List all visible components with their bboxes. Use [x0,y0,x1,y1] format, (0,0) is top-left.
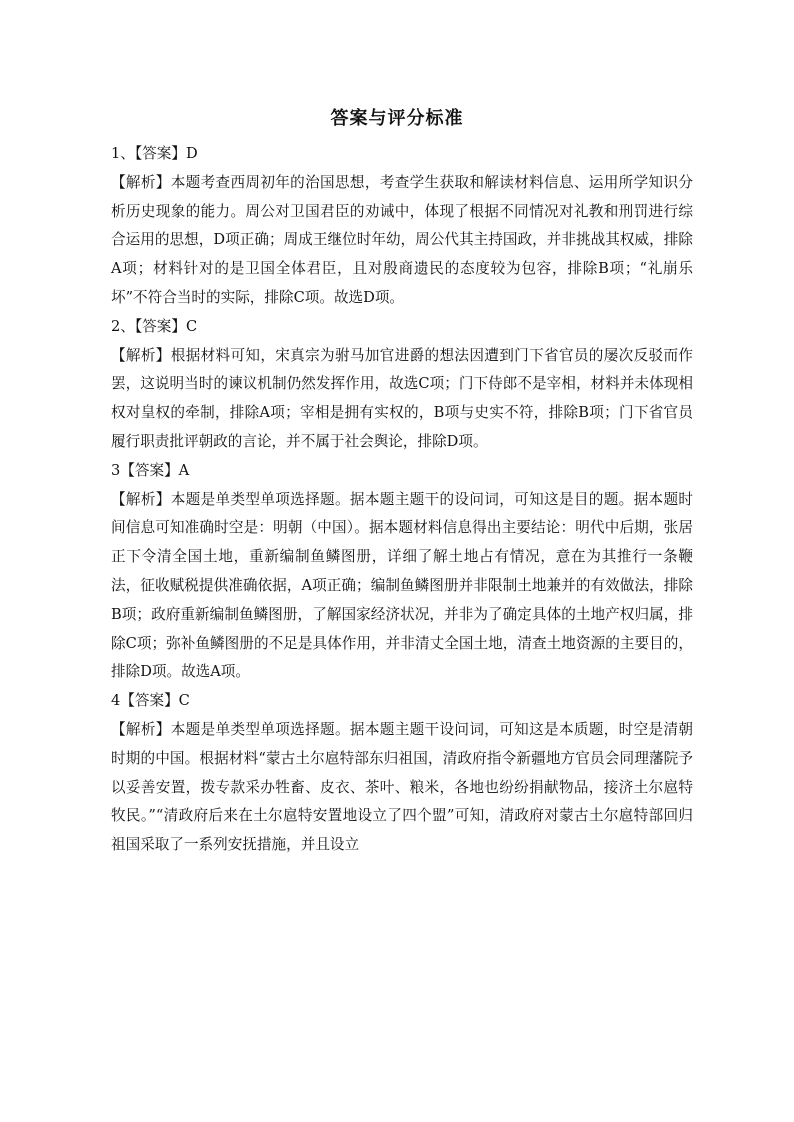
question-block [111,140,693,313]
question-block [111,687,693,860]
analysis-paragraph: 【解析】本题考查西周初年的治国思想，考查学生获取和解读材料信息、运用所学知识分析历史现象的能力。周公对卫国君臣的劝诫中，体现了根据不同情况对礼教和刑罚进行综合运用的思想，D项正确；周成王继位时年幼，周公代其主持国政，并非挑战其权威，排除A项；材料针对的是卫国全体君臣，且对殷商遗民的态度较为包容，排除B项；“礼崩乐坏”不符合当时的实际，排除C项。故选D项。 [111,173,693,306]
question-block [111,457,693,687]
answer-list [111,140,693,860]
analysis-paragraph: 【解析】本题是单类型单项选择题。据本题主题干的设问词，可知这是目的题。据本题时间信息可知准确时空是：明朝（中国）。据本题材料信息得出主要结论：明代中后期，张居正下令清全国土地，重新编制鱼鳞图册，详细了解土地占有情况，意在为其推行一条鞭法，征收赋税提供准确依据，A项正确；编制鱼鳞图册并非限制土地兼并的有效做法，排除B项；政府重新编制鱼鳞图册，了解国家经济状况，并非为了确定具体的土地产权归属，排除C项；弥补鱼鳞图册的不足是具体作用，并非清丈全国土地，清查土地资源的主要目的，排除D项。故选A项。 [111,490,693,681]
analysis-paragraph: 【解析】本题是单类型单项选择题。据本题主题干设问词，可知这是本质题，时空是清朝时期的中国。根据材料“蒙古土尔扈特部东归祖国，清政府指令新疆地方官员会同理藩院予以妥善安置，拨专款采办牲畜、皮衣、茶叶、粮米，各地也纷纷捐献物品，接济土尔扈特牧民。”“清政府后来在土尔扈特安置地设立了四个盟”可知，清政府对蒙古土尔扈特部回归祖国采取了一系列安抚措施，并且设立 [111,720,693,854]
answer-line: 2、【答案】C [111,317,198,335]
page-title: 答案与评分标准 [330,108,464,129]
answer-line: 1、【答案】D [111,145,198,162]
answer-line: 4【答案】C [111,692,190,710]
analysis-paragraph: 【解析】根据材料可知，宋真宗为驸马加官进爵的想法因遭到门下省官员的屡次反驳而作罢，这说明当时的谏议机制仍然发挥作用，故选C项；门下侍郎不是宰相，材料并未体现相权对皇权的牵制，排除A项；宰相是拥有实权的，B项与史实不符，排除B项；门下省官员履行职责批评朝政的言论，并不属于社会舆论，排除D项。 [111,346,693,450]
question-block [111,313,693,457]
answer-line: 3【答案】A [111,461,190,479]
